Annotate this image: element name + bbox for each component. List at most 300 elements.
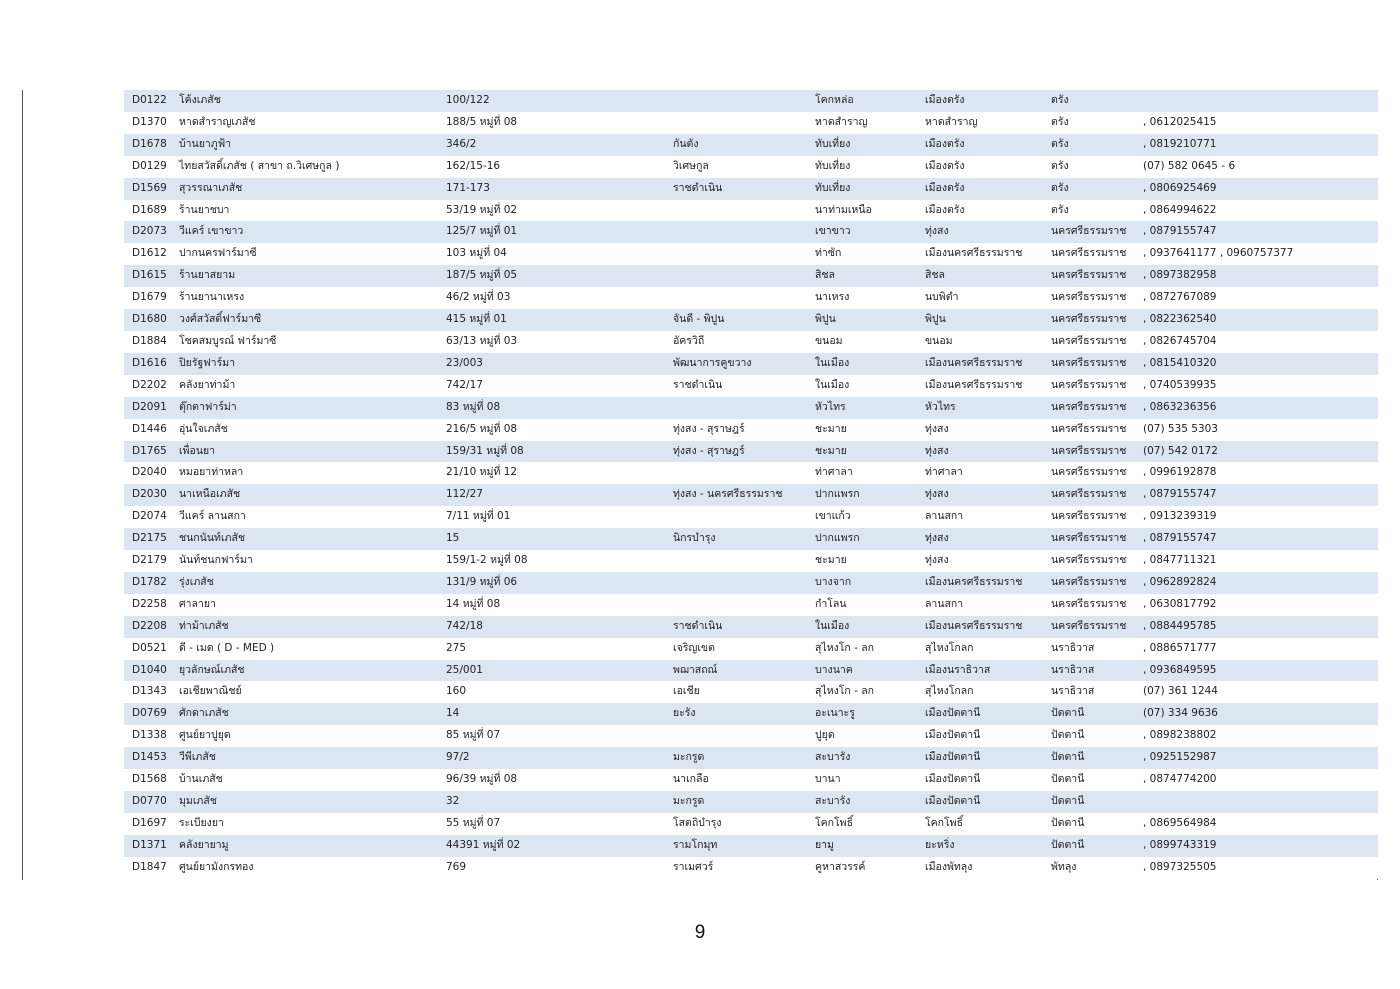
name-cell: ศาลายา bbox=[171, 594, 438, 616]
province-cell: นครศรีธรรมราช bbox=[1043, 265, 1135, 287]
subdistrict-cell: ในเมือง bbox=[807, 616, 917, 638]
road-cell: ยะรัง bbox=[665, 703, 807, 725]
name-cell: อุ่นใจเภสัช bbox=[171, 419, 438, 441]
code-cell: D0770 bbox=[124, 791, 171, 813]
district-cell: สุไหงโกลก bbox=[917, 681, 1043, 703]
name-cell: วีแคร์ ลานสกา bbox=[171, 506, 438, 528]
name-cell: บ้านยาภูฟ้า bbox=[171, 134, 438, 156]
subdistrict-cell: โคกหล่อ bbox=[807, 90, 917, 112]
province-cell: พัทลุง bbox=[1043, 857, 1135, 879]
address-cell: 96/39 หมู่ที่ 08 bbox=[438, 769, 665, 791]
district-cell: เมืองตรัง bbox=[917, 156, 1043, 178]
province-cell: นราธิวาส bbox=[1043, 638, 1135, 660]
table-row bbox=[124, 747, 1378, 769]
district-cell: ท่าศาลา bbox=[917, 462, 1043, 484]
district-cell: ทุ่งสง bbox=[917, 550, 1043, 572]
district-cell: สิชล bbox=[917, 265, 1043, 287]
name-cell: ปากนครฟาร์มาซี bbox=[171, 243, 438, 265]
road-cell bbox=[665, 90, 807, 112]
subdistrict-cell: นาท่ามเหนือ bbox=[807, 200, 917, 222]
address-cell: 742/17 bbox=[438, 375, 665, 397]
table-row bbox=[124, 594, 1378, 616]
road-cell: ทุ่งสง - สุราษฎร์ bbox=[665, 441, 807, 463]
table-row bbox=[124, 200, 1378, 222]
province-cell: นครศรีธรรมราช bbox=[1043, 441, 1135, 463]
address-cell: 83 หมู่ที่ 08 bbox=[438, 397, 665, 419]
phone-cell: , 0863236356 bbox=[1135, 397, 1378, 419]
table-row bbox=[124, 616, 1378, 638]
province-cell: นครศรีธรรมราช bbox=[1043, 506, 1135, 528]
code-cell: D2040 bbox=[124, 462, 171, 484]
district-cell: สุไหงโกลก bbox=[917, 638, 1043, 660]
address-cell: 125/7 หมู่ที่ 01 bbox=[438, 221, 665, 243]
code-cell: D1689 bbox=[124, 200, 171, 222]
subdistrict-cell: นาเหรง bbox=[807, 287, 917, 309]
code-cell: D0521 bbox=[124, 638, 171, 660]
province-cell: นครศรีธรรมราช bbox=[1043, 528, 1135, 550]
table-row bbox=[124, 156, 1378, 178]
phone-cell: , 0879155747 bbox=[1135, 221, 1378, 243]
subdistrict-cell: ท่าศาลา bbox=[807, 462, 917, 484]
road-cell bbox=[665, 397, 807, 419]
road-cell: พฌาสถณ์ bbox=[665, 660, 807, 682]
district-cell: ทุ่งสง bbox=[917, 419, 1043, 441]
district-cell: เมืองปัตตานี bbox=[917, 791, 1043, 813]
subdistrict-cell: เขาแก้ว bbox=[807, 506, 917, 528]
code-cell: D1338 bbox=[124, 725, 171, 747]
table-row bbox=[124, 265, 1378, 287]
road-cell: ทุ่งสง - สุราษฎร์ bbox=[665, 419, 807, 441]
district-cell: เมืองปัตตานี bbox=[917, 747, 1043, 769]
code-cell: D1568 bbox=[124, 769, 171, 791]
province-cell: ตรัง bbox=[1043, 178, 1135, 200]
road-cell bbox=[665, 287, 807, 309]
phone-cell: , 0937641177 , 0960757377 bbox=[1135, 243, 1378, 265]
subdistrict-cell: หาดสำราญ bbox=[807, 112, 917, 134]
name-cell: คลังยายามู bbox=[171, 835, 438, 857]
province-cell: ปัตตานี bbox=[1043, 813, 1135, 835]
code-cell: D1453 bbox=[124, 747, 171, 769]
table-row bbox=[124, 353, 1378, 375]
district-cell: โคกโพธิ์ bbox=[917, 813, 1043, 835]
phone-cell: (07) 542 0172 bbox=[1135, 441, 1378, 463]
address-cell: 85 หมู่ที่ 07 bbox=[438, 725, 665, 747]
phone-cell: , 0819210771 bbox=[1135, 134, 1378, 156]
road-cell: อัครวิถี bbox=[665, 331, 807, 353]
province-cell: นครศรีธรรมราช bbox=[1043, 243, 1135, 265]
phone-cell: , 0897325505 bbox=[1135, 857, 1378, 879]
subdistrict-cell: หัวไทร bbox=[807, 397, 917, 419]
name-cell: นาเหนือเภสัช bbox=[171, 484, 438, 506]
address-cell: 21/10 หมู่ที่ 12 bbox=[438, 462, 665, 484]
road-cell: เอเชีย bbox=[665, 681, 807, 703]
subdistrict-cell: ท่าซัก bbox=[807, 243, 917, 265]
subdistrict-cell: คูหาสวรรค์ bbox=[807, 857, 917, 879]
table-row bbox=[124, 375, 1378, 397]
subdistrict-cell: ทับเที่ยง bbox=[807, 178, 917, 200]
name-cell: คลังยาท่าม้า bbox=[171, 375, 438, 397]
district-cell: เมืองปัตตานี bbox=[917, 769, 1043, 791]
left-margin-rule bbox=[22, 90, 23, 880]
district-cell: เมืองนครศรีธรรมราช bbox=[917, 375, 1043, 397]
name-cell: ศูนย์ยามังกรทอง bbox=[171, 857, 438, 879]
code-cell: D1371 bbox=[124, 835, 171, 857]
table-row bbox=[124, 221, 1378, 243]
phone-cell: , 0996192878 bbox=[1135, 462, 1378, 484]
road-cell bbox=[665, 594, 807, 616]
subdistrict-cell: ขนอม bbox=[807, 331, 917, 353]
table-row bbox=[124, 703, 1378, 725]
phone-cell: , 0897382958 bbox=[1135, 265, 1378, 287]
road-cell bbox=[665, 221, 807, 243]
address-cell: 15 bbox=[438, 528, 665, 550]
district-cell: เมืองตรัง bbox=[917, 90, 1043, 112]
district-cell: เมืองตรัง bbox=[917, 178, 1043, 200]
name-cell: นันท์ชนกฟาร์มา bbox=[171, 550, 438, 572]
phone-cell: , 0874774200 bbox=[1135, 769, 1378, 791]
subdistrict-cell: สะบารัง bbox=[807, 747, 917, 769]
subdistrict-cell: สะบารัง bbox=[807, 791, 917, 813]
name-cell: ยุวลักษณ์เภสัช bbox=[171, 660, 438, 682]
phone-cell: , 0962892824 bbox=[1135, 572, 1378, 594]
phone-cell: , 0925152987 bbox=[1135, 747, 1378, 769]
page-number: 9 bbox=[694, 922, 706, 943]
subdistrict-cell: สุไหงโก - ลก bbox=[807, 681, 917, 703]
address-cell: 32 bbox=[438, 791, 665, 813]
subdistrict-cell: ชะมาย bbox=[807, 550, 917, 572]
subdistrict-cell: โคกโพธิ์ bbox=[807, 813, 917, 835]
district-cell: ลานสกา bbox=[917, 506, 1043, 528]
name-cell: มุมเภสัช bbox=[171, 791, 438, 813]
table-row bbox=[124, 660, 1378, 682]
road-cell bbox=[665, 243, 807, 265]
address-cell: 14 bbox=[438, 703, 665, 725]
name-cell: ร้านยาสยาม bbox=[171, 265, 438, 287]
province-cell: ปัตตานี bbox=[1043, 791, 1135, 813]
subdistrict-cell: พิปูน bbox=[807, 309, 917, 331]
code-cell: D2208 bbox=[124, 616, 171, 638]
province-cell: นราธิวาส bbox=[1043, 681, 1135, 703]
province-cell: นครศรีธรรมราช bbox=[1043, 331, 1135, 353]
address-cell: 346/2 bbox=[438, 134, 665, 156]
district-cell: เมืองตรัง bbox=[917, 134, 1043, 156]
district-cell: นบพิตำ bbox=[917, 287, 1043, 309]
code-cell: D1370 bbox=[124, 112, 171, 134]
province-cell: นครศรีธรรมราช bbox=[1043, 550, 1135, 572]
district-cell: เมืองนครศรีธรรมราช bbox=[917, 572, 1043, 594]
address-cell: 187/5 หมู่ที่ 05 bbox=[438, 265, 665, 287]
district-cell: เมืองนครศรีธรรมราช bbox=[917, 616, 1043, 638]
road-cell: ราชดำเนิน bbox=[665, 375, 807, 397]
address-cell: 159/1-2 หมู่ที่ 08 bbox=[438, 550, 665, 572]
table-row bbox=[124, 112, 1378, 134]
code-cell: D1615 bbox=[124, 265, 171, 287]
code-cell: D1569 bbox=[124, 178, 171, 200]
table-row bbox=[124, 638, 1378, 660]
name-cell: ดี - เมด ( D - MED ) bbox=[171, 638, 438, 660]
address-cell: 14 หมู่ที่ 08 bbox=[438, 594, 665, 616]
subdistrict-cell: กำโลน bbox=[807, 594, 917, 616]
address-cell: 171-173 bbox=[438, 178, 665, 200]
district-cell: ทุ่งสง bbox=[917, 221, 1043, 243]
province-cell: ตรัง bbox=[1043, 156, 1135, 178]
table-row bbox=[124, 178, 1378, 200]
province-cell: นครศรีธรรมราช bbox=[1043, 309, 1135, 331]
code-cell: D2258 bbox=[124, 594, 171, 616]
province-cell: นครศรีธรรมราช bbox=[1043, 484, 1135, 506]
road-cell: เจริญเขต bbox=[665, 638, 807, 660]
road-cell: ราชดำเนิน bbox=[665, 616, 807, 638]
name-cell: ท่าม้าเภสัช bbox=[171, 616, 438, 638]
road-cell: พัฒนาการคูขวาง bbox=[665, 353, 807, 375]
address-cell: 160 bbox=[438, 681, 665, 703]
name-cell: ร้านยาชบา bbox=[171, 200, 438, 222]
district-cell: เมืองนครศรีธรรมราช bbox=[917, 243, 1043, 265]
name-cell: ชนกนันท์เภสัช bbox=[171, 528, 438, 550]
province-cell: นราธิวาส bbox=[1043, 660, 1135, 682]
subdistrict-cell: สุไหงโก - ลก bbox=[807, 638, 917, 660]
road-cell bbox=[665, 265, 807, 287]
district-cell: ทุ่งสง bbox=[917, 528, 1043, 550]
name-cell: ปิยรัฐฟาร์มา bbox=[171, 353, 438, 375]
province-cell: นครศรีธรรมราช bbox=[1043, 397, 1135, 419]
province-cell: นครศรีธรรมราช bbox=[1043, 221, 1135, 243]
subdistrict-cell: สิชล bbox=[807, 265, 917, 287]
table-row bbox=[124, 791, 1378, 813]
phone-cell: , 0879155747 bbox=[1135, 484, 1378, 506]
subdistrict-cell: ปากแพรก bbox=[807, 528, 917, 550]
phone-cell: , 0913239319 bbox=[1135, 506, 1378, 528]
phone-cell: , 0898238802 bbox=[1135, 725, 1378, 747]
table-row bbox=[124, 287, 1378, 309]
province-cell: ตรัง bbox=[1043, 112, 1135, 134]
address-cell: 216/5 หมู่ที่ 08 bbox=[438, 419, 665, 441]
code-cell: D2179 bbox=[124, 550, 171, 572]
phone-cell: , 0806925469 bbox=[1135, 178, 1378, 200]
phone-cell: , 0630817792 bbox=[1135, 594, 1378, 616]
address-cell: 97/2 bbox=[438, 747, 665, 769]
address-cell: 415 หมู่ที่ 01 bbox=[438, 309, 665, 331]
table-row bbox=[124, 309, 1378, 331]
subdistrict-cell: บานา bbox=[807, 769, 917, 791]
code-cell: D0769 bbox=[124, 703, 171, 725]
address-cell: 275 bbox=[438, 638, 665, 660]
phone-cell: , 0869564984 bbox=[1135, 813, 1378, 835]
province-cell: นครศรีธรรมราช bbox=[1043, 353, 1135, 375]
road-cell bbox=[665, 550, 807, 572]
code-cell: D1884 bbox=[124, 331, 171, 353]
road-cell: มะกรูด bbox=[665, 747, 807, 769]
address-cell: 742/18 bbox=[438, 616, 665, 638]
subdistrict-cell: ชะมาย bbox=[807, 441, 917, 463]
phone-cell: , 0872767089 bbox=[1135, 287, 1378, 309]
code-cell: D1782 bbox=[124, 572, 171, 594]
address-cell: 53/19 หมู่ที่ 02 bbox=[438, 200, 665, 222]
road-cell bbox=[665, 462, 807, 484]
address-cell: 23/003 bbox=[438, 353, 665, 375]
address-cell: 7/11 หมู่ที่ 01 bbox=[438, 506, 665, 528]
code-cell: D1697 bbox=[124, 813, 171, 835]
road-cell: นิกรบำรุง bbox=[665, 528, 807, 550]
name-cell: บ้านเภสัช bbox=[171, 769, 438, 791]
address-cell: 44391 หมู่ที่ 02 bbox=[438, 835, 665, 857]
road-cell bbox=[665, 200, 807, 222]
table-row bbox=[124, 462, 1378, 484]
table-row bbox=[124, 484, 1378, 506]
table-row bbox=[124, 681, 1378, 703]
phone-cell: , 0884495785 bbox=[1135, 616, 1378, 638]
code-cell: D2030 bbox=[124, 484, 171, 506]
province-cell: ปัตตานี bbox=[1043, 747, 1135, 769]
district-cell: ทุ่งสง bbox=[917, 484, 1043, 506]
name-cell: ตุ๊กตาฟาร์ม่า bbox=[171, 397, 438, 419]
code-cell: D2074 bbox=[124, 506, 171, 528]
subdistrict-cell: ชะมาย bbox=[807, 419, 917, 441]
code-cell: D1040 bbox=[124, 660, 171, 682]
code-cell: D2175 bbox=[124, 528, 171, 550]
code-cell: D1616 bbox=[124, 353, 171, 375]
table-row bbox=[124, 572, 1378, 594]
province-cell: นครศรีธรรมราช bbox=[1043, 616, 1135, 638]
name-cell: ไทยสวัสดิ์เภสัช ( สาขา ถ.วิเศษกูล ) bbox=[171, 156, 438, 178]
road-cell bbox=[665, 725, 807, 747]
name-cell: วีพีเภสัช bbox=[171, 747, 438, 769]
subdistrict-cell: ทับเที่ยง bbox=[807, 156, 917, 178]
name-cell: ระเบียงยา bbox=[171, 813, 438, 835]
phone-cell: , 0612025415 bbox=[1135, 112, 1378, 134]
district-cell: ลานสกา bbox=[917, 594, 1043, 616]
district-cell: ขนอม bbox=[917, 331, 1043, 353]
code-cell: D2091 bbox=[124, 397, 171, 419]
phone-cell: , 0822362540 bbox=[1135, 309, 1378, 331]
name-cell: หมอยาท่าหลา bbox=[171, 462, 438, 484]
phone-cell: (07) 334 9636 bbox=[1135, 703, 1378, 725]
phone-cell: , 0899743319 bbox=[1135, 835, 1378, 857]
table-row bbox=[124, 725, 1378, 747]
province-cell: นครศรีธรรมราช bbox=[1043, 375, 1135, 397]
subdistrict-cell: ยามู bbox=[807, 835, 917, 857]
phone-cell: (07) 361 1244 bbox=[1135, 681, 1378, 703]
address-cell: 103 หมู่ที่ 04 bbox=[438, 243, 665, 265]
code-cell: D1446 bbox=[124, 419, 171, 441]
phone-cell: , 0879155747 bbox=[1135, 528, 1378, 550]
code-cell: D1612 bbox=[124, 243, 171, 265]
phone-cell: , 0936849595 bbox=[1135, 660, 1378, 682]
district-cell: หัวไทร bbox=[917, 397, 1043, 419]
name-cell: โชคสมบูรณ์ ฟาร์มาซี bbox=[171, 331, 438, 353]
code-cell: D1678 bbox=[124, 134, 171, 156]
phone-cell: , 0847711321 bbox=[1135, 550, 1378, 572]
district-cell: หาดสำราญ bbox=[917, 112, 1043, 134]
name-cell: วงศ์สวัสดิ์ฟาร์มาซี bbox=[171, 309, 438, 331]
table-row bbox=[124, 813, 1378, 835]
code-cell: D1765 bbox=[124, 441, 171, 463]
phone-cell bbox=[1135, 90, 1378, 112]
road-cell: วิเศษกูล bbox=[665, 156, 807, 178]
name-cell: รุ่งเภสัช bbox=[171, 572, 438, 594]
code-cell: D0129 bbox=[124, 156, 171, 178]
district-cell: ยะหริ่ง bbox=[917, 835, 1043, 857]
name-cell: ศักดาเภสัช bbox=[171, 703, 438, 725]
code-cell: D1680 bbox=[124, 309, 171, 331]
address-cell: 46/2 หมู่ที่ 03 bbox=[438, 287, 665, 309]
address-cell: 63/13 หมู่ที่ 03 bbox=[438, 331, 665, 353]
table-row bbox=[124, 835, 1378, 857]
code-cell: D1847 bbox=[124, 857, 171, 879]
table-row bbox=[124, 441, 1378, 463]
name-cell: สุวรรณาเภสัช bbox=[171, 178, 438, 200]
table-row bbox=[124, 134, 1378, 156]
road-cell: โสตถิบำรุง bbox=[665, 813, 807, 835]
phone-cell: , 0740539935 bbox=[1135, 375, 1378, 397]
province-cell: ปัตตานี bbox=[1043, 703, 1135, 725]
code-cell: D1343 bbox=[124, 681, 171, 703]
address-cell: 100/122 bbox=[438, 90, 665, 112]
road-cell bbox=[665, 506, 807, 528]
road-cell: ทุ่งสง - นครศรีธรรมราช bbox=[665, 484, 807, 506]
district-cell: เมืองพัทลุง bbox=[917, 857, 1043, 879]
name-cell: โค้งเภสัช bbox=[171, 90, 438, 112]
province-cell: ปัตตานี bbox=[1043, 769, 1135, 791]
pharmacy-table bbox=[124, 90, 1378, 879]
code-cell: D2202 bbox=[124, 375, 171, 397]
phone-cell: (07) 535 5303 bbox=[1135, 419, 1378, 441]
subdistrict-cell: บางนาค bbox=[807, 660, 917, 682]
code-cell: D2073 bbox=[124, 221, 171, 243]
address-cell: 112/27 bbox=[438, 484, 665, 506]
table-row bbox=[124, 769, 1378, 791]
subdistrict-cell: ทับเที่ยง bbox=[807, 134, 917, 156]
province-cell: นครศรีธรรมราช bbox=[1043, 419, 1135, 441]
district-cell: เมืองปัตตานี bbox=[917, 725, 1043, 747]
table-row bbox=[124, 857, 1378, 879]
table-row bbox=[124, 331, 1378, 353]
province-cell: นครศรีธรรมราช bbox=[1043, 594, 1135, 616]
district-cell: เมืองปัตตานี bbox=[917, 703, 1043, 725]
road-cell: ราเมศวร์ bbox=[665, 857, 807, 879]
province-cell: ตรัง bbox=[1043, 134, 1135, 156]
address-cell: 25/001 bbox=[438, 660, 665, 682]
district-cell: เมืองนครศรีธรรมราช bbox=[917, 353, 1043, 375]
address-cell: 159/31 หมู่ที่ 08 bbox=[438, 441, 665, 463]
phone-cell: , 0864994622 bbox=[1135, 200, 1378, 222]
district-cell: พิปูน bbox=[917, 309, 1043, 331]
table-row bbox=[124, 397, 1378, 419]
code-cell: D0122 bbox=[124, 90, 171, 112]
road-cell: รามโกมุท bbox=[665, 835, 807, 857]
phone-cell: (07) 582 0645 - 6 bbox=[1135, 156, 1378, 178]
table-row bbox=[124, 550, 1378, 572]
road-cell: นาเกลือ bbox=[665, 769, 807, 791]
road-cell: กันตัง bbox=[665, 134, 807, 156]
road-cell: ราชดำเนิน bbox=[665, 178, 807, 200]
province-cell: ตรัง bbox=[1043, 200, 1135, 222]
phone-cell: , 0886571777 bbox=[1135, 638, 1378, 660]
district-cell: ทุ่งสง bbox=[917, 441, 1043, 463]
name-cell: วีแคร์ เขาขาว bbox=[171, 221, 438, 243]
table-body bbox=[124, 90, 1378, 879]
province-cell: นครศรีธรรมราช bbox=[1043, 462, 1135, 484]
address-cell: 769 bbox=[438, 857, 665, 879]
road-cell bbox=[665, 572, 807, 594]
province-cell: นครศรีธรรมราช bbox=[1043, 287, 1135, 309]
address-cell: 162/15-16 bbox=[438, 156, 665, 178]
address-cell: 131/9 หมู่ที่ 06 bbox=[438, 572, 665, 594]
name-cell: หาดสำราญเภสัช bbox=[171, 112, 438, 134]
table-row bbox=[124, 243, 1378, 265]
address-cell: 188/5 หมู่ที่ 08 bbox=[438, 112, 665, 134]
subdistrict-cell: บางจาก bbox=[807, 572, 917, 594]
